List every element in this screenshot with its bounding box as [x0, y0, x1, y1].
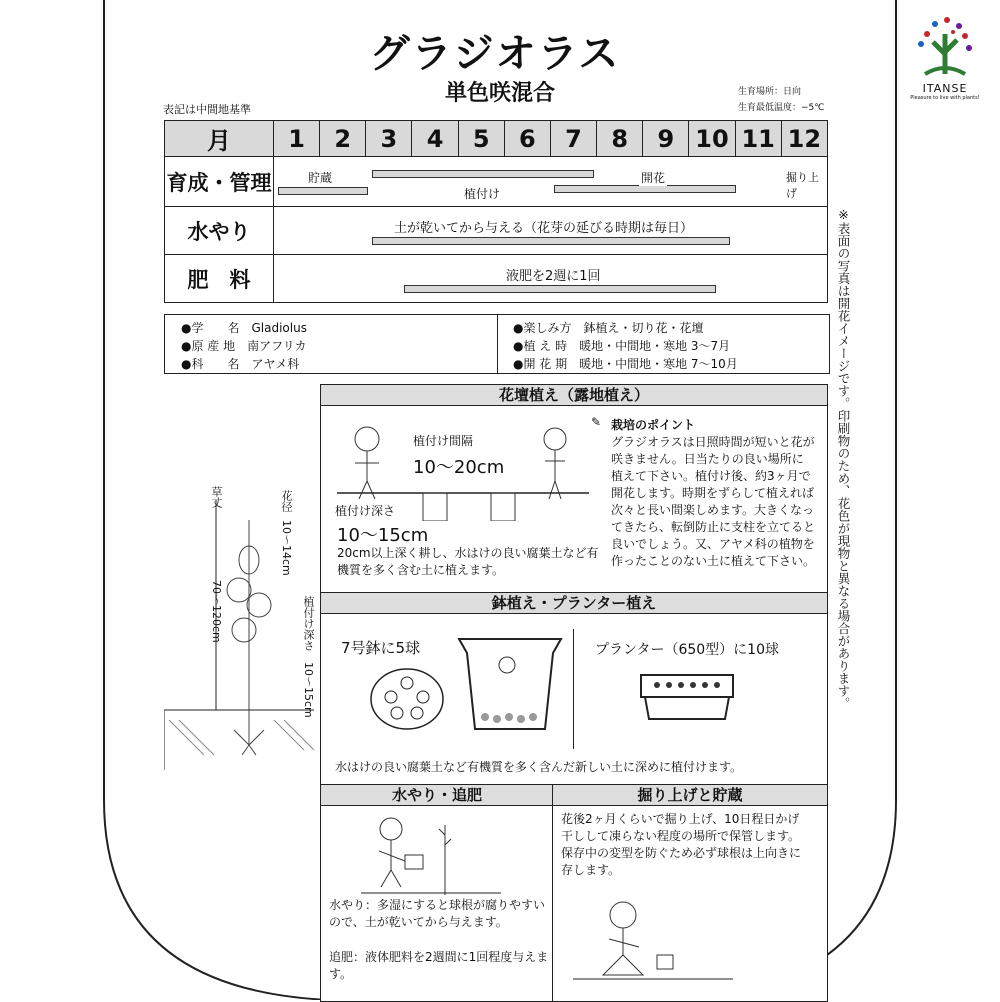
water-section: [320, 784, 554, 1002]
row-label-fertilizer: 肥 料: [165, 255, 274, 303]
brand-tagline: Pleasure to live with plants!: [910, 95, 980, 101]
water-label: 土が乾いてから与える（花芽の延びる時期は毎日）: [392, 217, 695, 236]
calendar-row-water: [165, 207, 828, 255]
info-uses: ●楽しみ方 鉢植え・切り花・花壇: [513, 321, 704, 335]
pot-soil-text: 水はけの良い腐葉土など有機質を多く含んだ新しい土に深めに植付けます。: [335, 760, 743, 774]
month-cell: 9: [643, 121, 689, 157]
bed-soil-text: 20cm以上深く耕し、水はけの良い腐葉土など有機質を多く含む土に植えます。: [337, 546, 599, 577]
growing-conditions: [738, 84, 824, 116]
pot-planting-section: [320, 592, 828, 786]
fertilizer-timeline: [274, 255, 828, 303]
fertilizer-text: 追肥：液体肥料を2週間に1回程度与えます。: [329, 950, 549, 981]
planting-bar: [372, 170, 594, 178]
calendar-row-fertilizer: [165, 255, 828, 303]
pot-side-view: [455, 633, 565, 733]
height-value: 70〜120cm: [210, 580, 223, 643]
print-disclaimer: ※表面の写真は開花イメージです。印刷物のため、花色が現物と異なる場合があります。: [836, 207, 851, 710]
flower-diameter-value: 10〜14cm: [280, 520, 293, 576]
water-bar: [372, 237, 730, 245]
dig-storage-section: [552, 784, 828, 1002]
spacing-value: 10〜20cm: [413, 457, 505, 478]
row-label-care: 育成・管理: [165, 157, 274, 207]
bed-depth-label: 植付け深さ: [335, 504, 396, 518]
dig-text: 花後2ヶ月くらいで掘り上げ、10日程日かげ干しして凍らない程度の場所で保管します。保存中の変型を防ぐため必ず球根は上向きに存します。: [561, 812, 802, 877]
brand-name: ITANSE: [922, 82, 968, 95]
fertilizer-label: 液肥を2週に1回: [504, 265, 603, 284]
tree-logo-icon: [905, 12, 985, 78]
tips-text: グラジオラスは日照時間が短いと花が咲きません。日当たりの良い場所に植えて下さい。植付け後、約3ヶ月で開花します。時期をずらして植えれば次々と長い間楽しめます。大きくなってきたら、転倒防止に支柱を立てると良いでしょう。又、アヤメ科の植物を作ったことのない土に植えて下さい。: [611, 435, 816, 568]
month-cell: 2: [320, 121, 366, 157]
digging-illustration: [573, 895, 733, 991]
spacing-label: 植付け間隔: [413, 434, 474, 448]
month-cell: 11: [735, 121, 781, 157]
pot-top-view: [367, 667, 447, 733]
flowering-label: 開花: [641, 171, 666, 185]
planter-count-text: プランター（650型）に10球: [595, 642, 779, 658]
pot-heading: 鉢植え・プランター植え: [321, 593, 827, 614]
depth-side-label: 植付け深さ: [302, 596, 315, 651]
bed-heading: 花壇植え（露地植え）: [321, 385, 827, 406]
min-temperature: 生育最低温度：−5℃: [738, 103, 825, 113]
info-scientific-name: ●学 名 Gladiolus: [181, 321, 307, 335]
month-cell: 3: [366, 121, 412, 157]
dig-heading: 掘り上げと貯蔵: [553, 785, 827, 806]
info-divider: [497, 315, 498, 373]
tips-heading: 栽培のポイント: [611, 418, 696, 432]
info-flowering-period: ●開 花 期 暖地・中間地・寒地 7〜10月: [513, 357, 738, 371]
bed-depth-value: 10〜15cm: [337, 525, 429, 546]
storage-label: 貯蔵: [308, 171, 333, 185]
brand-logo: [905, 12, 985, 102]
region-note: 表記は中間地基準: [163, 103, 251, 116]
info-family: ●科 名 アヤメ科: [181, 357, 300, 371]
growing-calendar: [164, 120, 828, 303]
product-title: グラジオラス: [369, 31, 621, 77]
pencil-icon: ✎: [591, 415, 602, 429]
flowering-bar: [554, 185, 736, 193]
row-label-water: 水やり: [165, 207, 274, 255]
bed-planting-section: [320, 384, 828, 594]
pot-divider: [573, 629, 574, 749]
month-cell: 4: [412, 121, 458, 157]
info-right: [513, 319, 738, 373]
calendar-row-care: [165, 157, 828, 207]
month-cell: 12: [781, 121, 827, 157]
fertilizer-bar: [404, 285, 716, 293]
dig-label: 掘り上げ: [784, 169, 827, 201]
water-heading: 水やり・追肥: [321, 785, 553, 806]
planting-label: 植付け: [464, 187, 501, 201]
flower-diameter-label: 花径: [280, 490, 293, 512]
month-cell: 7: [550, 121, 596, 157]
month-cell: 5: [458, 121, 504, 157]
depth-side-value: 10〜15cm: [302, 662, 315, 718]
calendar-header: [165, 121, 828, 157]
info-left: [181, 319, 307, 373]
water-text: 水やり：多湿にすると球根が腐りやすいので、土が乾いてから与えます。: [329, 898, 546, 929]
plant-info-box: [164, 314, 830, 374]
month-cell: 6: [504, 121, 550, 157]
info-planting-time: ●植 え 時 暖地・中間地・寒地 3〜7月: [513, 339, 731, 353]
care-timeline: [274, 157, 828, 207]
height-label: 草丈: [210, 486, 223, 508]
info-origin: ●原 産 地 南アフリカ: [181, 339, 307, 353]
product-subtitle: 単色咲混合: [444, 81, 555, 106]
watering-illustration: [361, 815, 501, 895]
month-cell: 1: [274, 121, 320, 157]
month-label: 月: [165, 121, 274, 157]
pot-count-text: 7号鉢に5球: [341, 639, 421, 657]
storage-bar: [278, 187, 368, 195]
growing-place: 生育場所：日向: [738, 87, 802, 97]
planter-illustration: [637, 671, 737, 731]
month-cell: 8: [597, 121, 643, 157]
month-cell: 10: [689, 121, 735, 157]
water-timeline: [274, 207, 828, 255]
